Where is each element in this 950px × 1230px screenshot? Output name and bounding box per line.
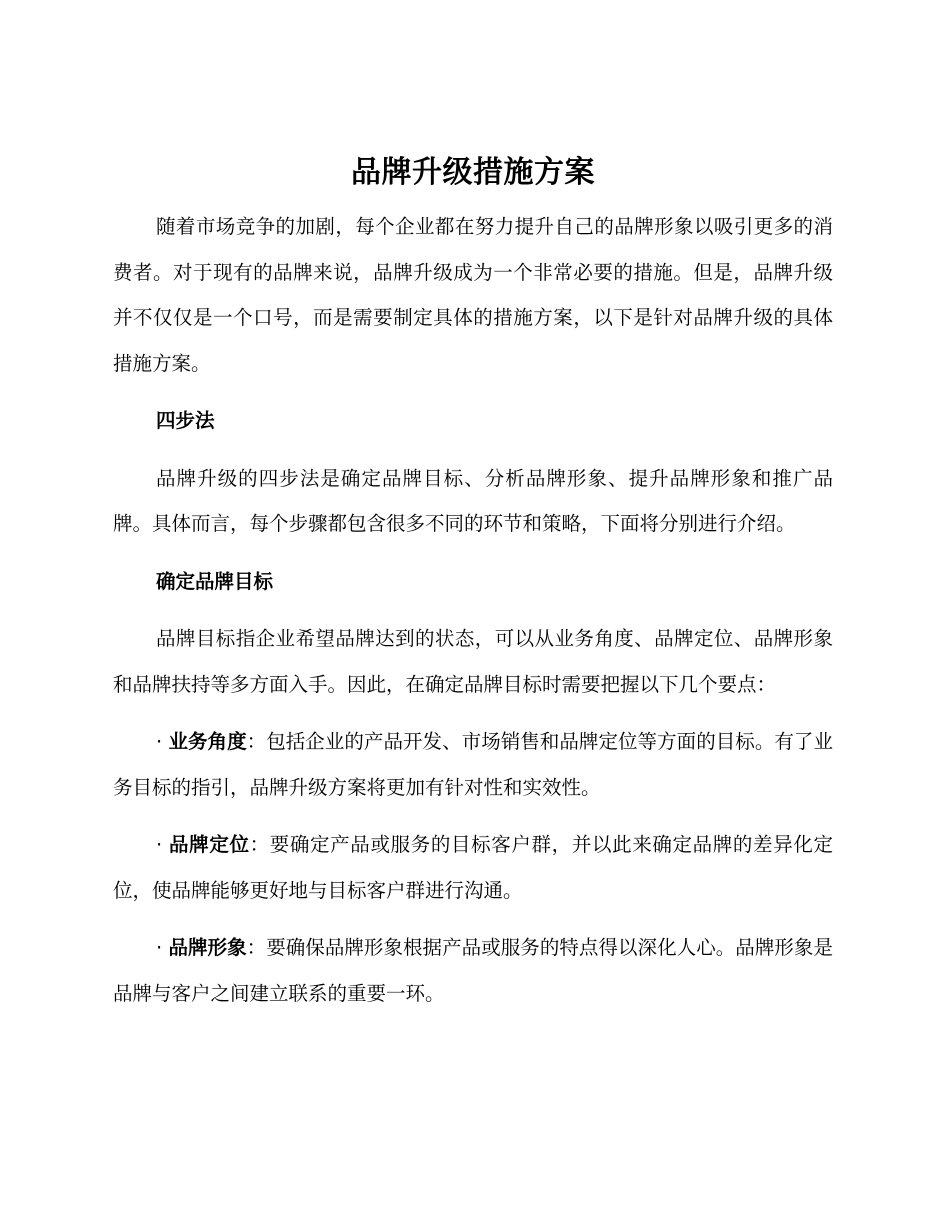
four-steps-paragraph: 品牌升级的四步法是确定品牌目标、分析品牌形象、提升品牌形象和推广品牌。具体而言，每个步骤都包含很多不同的环节和策略，下面将分别进行介绍。 <box>113 466 833 535</box>
bullet-marker: · <box>156 936 169 959</box>
bullet-marker: · <box>156 730 169 753</box>
bullet-separator: ： <box>249 833 270 856</box>
spacer <box>113 386 833 398</box>
bullet-item-business <box>113 719 833 810</box>
spacer <box>113 547 833 559</box>
spacer <box>113 604 833 616</box>
bullet-term: 品牌定位 <box>169 833 250 856</box>
bullet-item-positioning <box>113 822 833 913</box>
bullet-separator: ： <box>246 936 267 959</box>
document-title: 品牌升级措施方案 <box>351 155 595 190</box>
intro-paragraph: 随着市场竞争的加剧，每个企业都在努力提升自己的品牌形象以吸引更多的消费者。对于现有的品牌来说，品牌升级成为一个非常必要的措施。但是，品牌升级并不仅仅是一个口号，而是需要制定具体的措施方案，以下是针对品牌升级的具体措施方案。 <box>113 215 833 375</box>
bullet-term: 业务角度 <box>168 730 247 753</box>
spacer <box>113 444 833 456</box>
section-heading-brand-goal: 确定品牌目标 <box>156 569 274 593</box>
bullet-marker: · <box>156 833 170 856</box>
spacer <box>113 913 833 925</box>
document-page <box>113 148 833 1016</box>
spacer <box>113 707 833 719</box>
bullet-item-image <box>113 925 833 1016</box>
bullet-text: 要确定产品或服务的目标客户群，并以此来确定品牌的差异化定位，使品牌能够更好地与目标客户群进行沟通。 <box>113 833 833 902</box>
spacer <box>113 810 833 822</box>
section-heading-four-steps: 四步法 <box>156 409 215 432</box>
bullet-separator: ： <box>246 730 267 753</box>
bullet-text: 要确保品牌形象根据产品或服务的特点得以深化人心。品牌形象是品牌与客户之间建立联系的重要一环。 <box>113 936 833 1005</box>
brand-goal-paragraph: 品牌目标指企业希望品牌达到的状态，可以从业务角度、品牌定位、品牌形象和品牌扶持等多方面入手。因此，在确定品牌目标时需要把握以下几个要点： <box>113 627 833 696</box>
bullet-term: 品牌形象 <box>168 936 247 959</box>
bullet-text: 包括企业的产品开发、市场销售和品牌定位等方面的目标。有了业务目标的指引，品牌升级方案将更加有针对性和实效性。 <box>113 730 833 799</box>
